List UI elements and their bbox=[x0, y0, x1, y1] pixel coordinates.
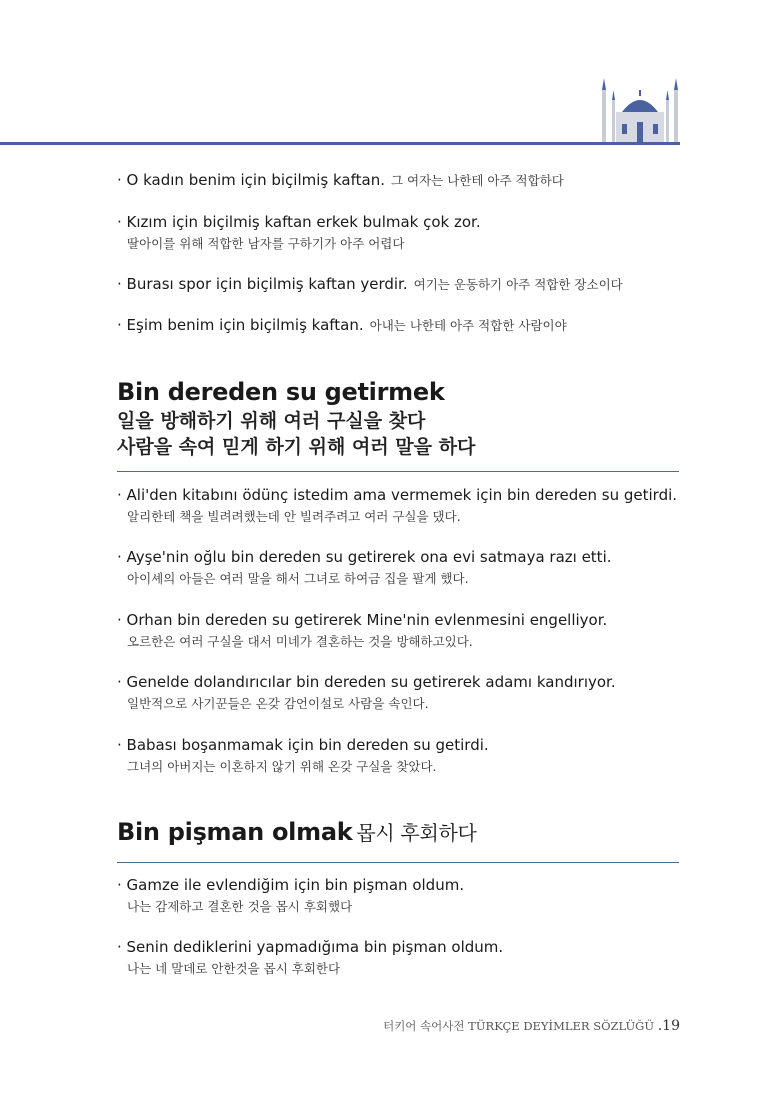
turkish-example: · Genelde dolandırıcılar bin dereden su getirerek adamı kandırıyor. bbox=[117, 673, 616, 691]
turkish-example: · Ayşe'nin oğlu bin dereden su getirerek ona evi satmaya razı etti. bbox=[117, 548, 612, 566]
footer-title: 터키어 속어사전 TÜRKÇE DEYİMLER SÖZLÜĞÜ bbox=[383, 1019, 655, 1033]
korean-translation: 딸아이를 위해 적합한 남자를 구하기가 아주 어렵다 bbox=[127, 236, 405, 251]
korean-translation: 오르한은 여러 구실을 대서 미네가 결혼하는 것을 방해하고있다. bbox=[127, 634, 473, 649]
turkish-example: · Eşim benim için biçilmiş kaftan. bbox=[117, 316, 364, 334]
idiom-meaning: 사람을 속여 믿게 하기 위해 여러 말을 하다 bbox=[117, 436, 476, 458]
turkish-example: · Kızım için biçilmiş kaftan erkek bulmak çok zor. bbox=[117, 213, 481, 231]
korean-translation: 아내는 나한테 아주 적합한 사람이야 bbox=[369, 318, 567, 333]
korean-translation: 그녀의 아버지는 이혼하지 않기 위해 온갖 구실을 찾았다. bbox=[127, 759, 437, 774]
korean-translation: 나는 감제하고 결혼한 것을 몹시 후회했다 bbox=[127, 899, 353, 914]
section-divider bbox=[117, 862, 679, 863]
list-item bbox=[117, 485, 697, 525]
turkish-example: · Babası boşanmamak için bin dereden su getirdi. bbox=[117, 736, 489, 754]
list-item bbox=[117, 610, 697, 650]
idiom-title-korean: 몹시 후회하다 bbox=[356, 821, 477, 845]
turkish-example: · Burası spor için biçilmiş kaftan yerdir. bbox=[117, 275, 408, 293]
turkish-example: · Ali'den kitabını ödünç istedim ama vermemek için bin dereden su getirdi. bbox=[117, 486, 678, 504]
mosque-icon bbox=[600, 76, 682, 144]
list-item bbox=[117, 875, 697, 915]
idiom-meaning: 일을 방해하기 위해 여러 구실을 찾다 bbox=[117, 410, 426, 432]
page-footer bbox=[383, 1018, 680, 1034]
turkish-example: · O kadın benim için biçilmiş kaftan. bbox=[117, 171, 385, 189]
korean-translation: 일반적으로 사기꾼들은 온갖 감언이설로 사람을 속인다. bbox=[127, 696, 429, 711]
idiom-title bbox=[117, 817, 477, 846]
list-item bbox=[117, 735, 697, 775]
list-item bbox=[117, 212, 697, 252]
list-item bbox=[117, 315, 697, 334]
list-item bbox=[117, 937, 697, 977]
idiom-title-text: Bin pişman olmak bbox=[117, 818, 353, 846]
korean-translation: 알리한테 책을 빌려려했는데 안 빌려주려고 여러 구실을 댔다. bbox=[127, 509, 461, 524]
korean-translation: 그 여자는 나한테 아주 적합하다 bbox=[390, 173, 564, 188]
list-item bbox=[117, 170, 697, 189]
korean-translation: 여기는 운동하기 아주 적합한 장소이다 bbox=[413, 277, 623, 292]
turkish-example: · Senin dediklerini yapmadığıma bin pişman oldum. bbox=[117, 938, 504, 956]
section-divider bbox=[117, 471, 679, 472]
list-item bbox=[117, 547, 697, 587]
list-item bbox=[117, 672, 697, 712]
turkish-example: · Orhan bin dereden su getirerek Mine'nin evlenmesini engelliyor. bbox=[117, 611, 608, 629]
turkish-example: · Gamze ile evlendiğim için bin pişman oldum. bbox=[117, 876, 465, 894]
page-number: .19 bbox=[657, 1018, 680, 1034]
header-rule bbox=[0, 142, 680, 145]
korean-translation: 나는 네 말데로 안한것을 몹시 후회한다 bbox=[127, 961, 341, 976]
idiom-title: Bin dereden su getirmek bbox=[117, 378, 445, 406]
list-item bbox=[117, 274, 697, 293]
korean-translation: 아이셰의 아들은 여러 말을 해서 그녀로 하여금 집을 팔게 했다. bbox=[127, 571, 469, 586]
